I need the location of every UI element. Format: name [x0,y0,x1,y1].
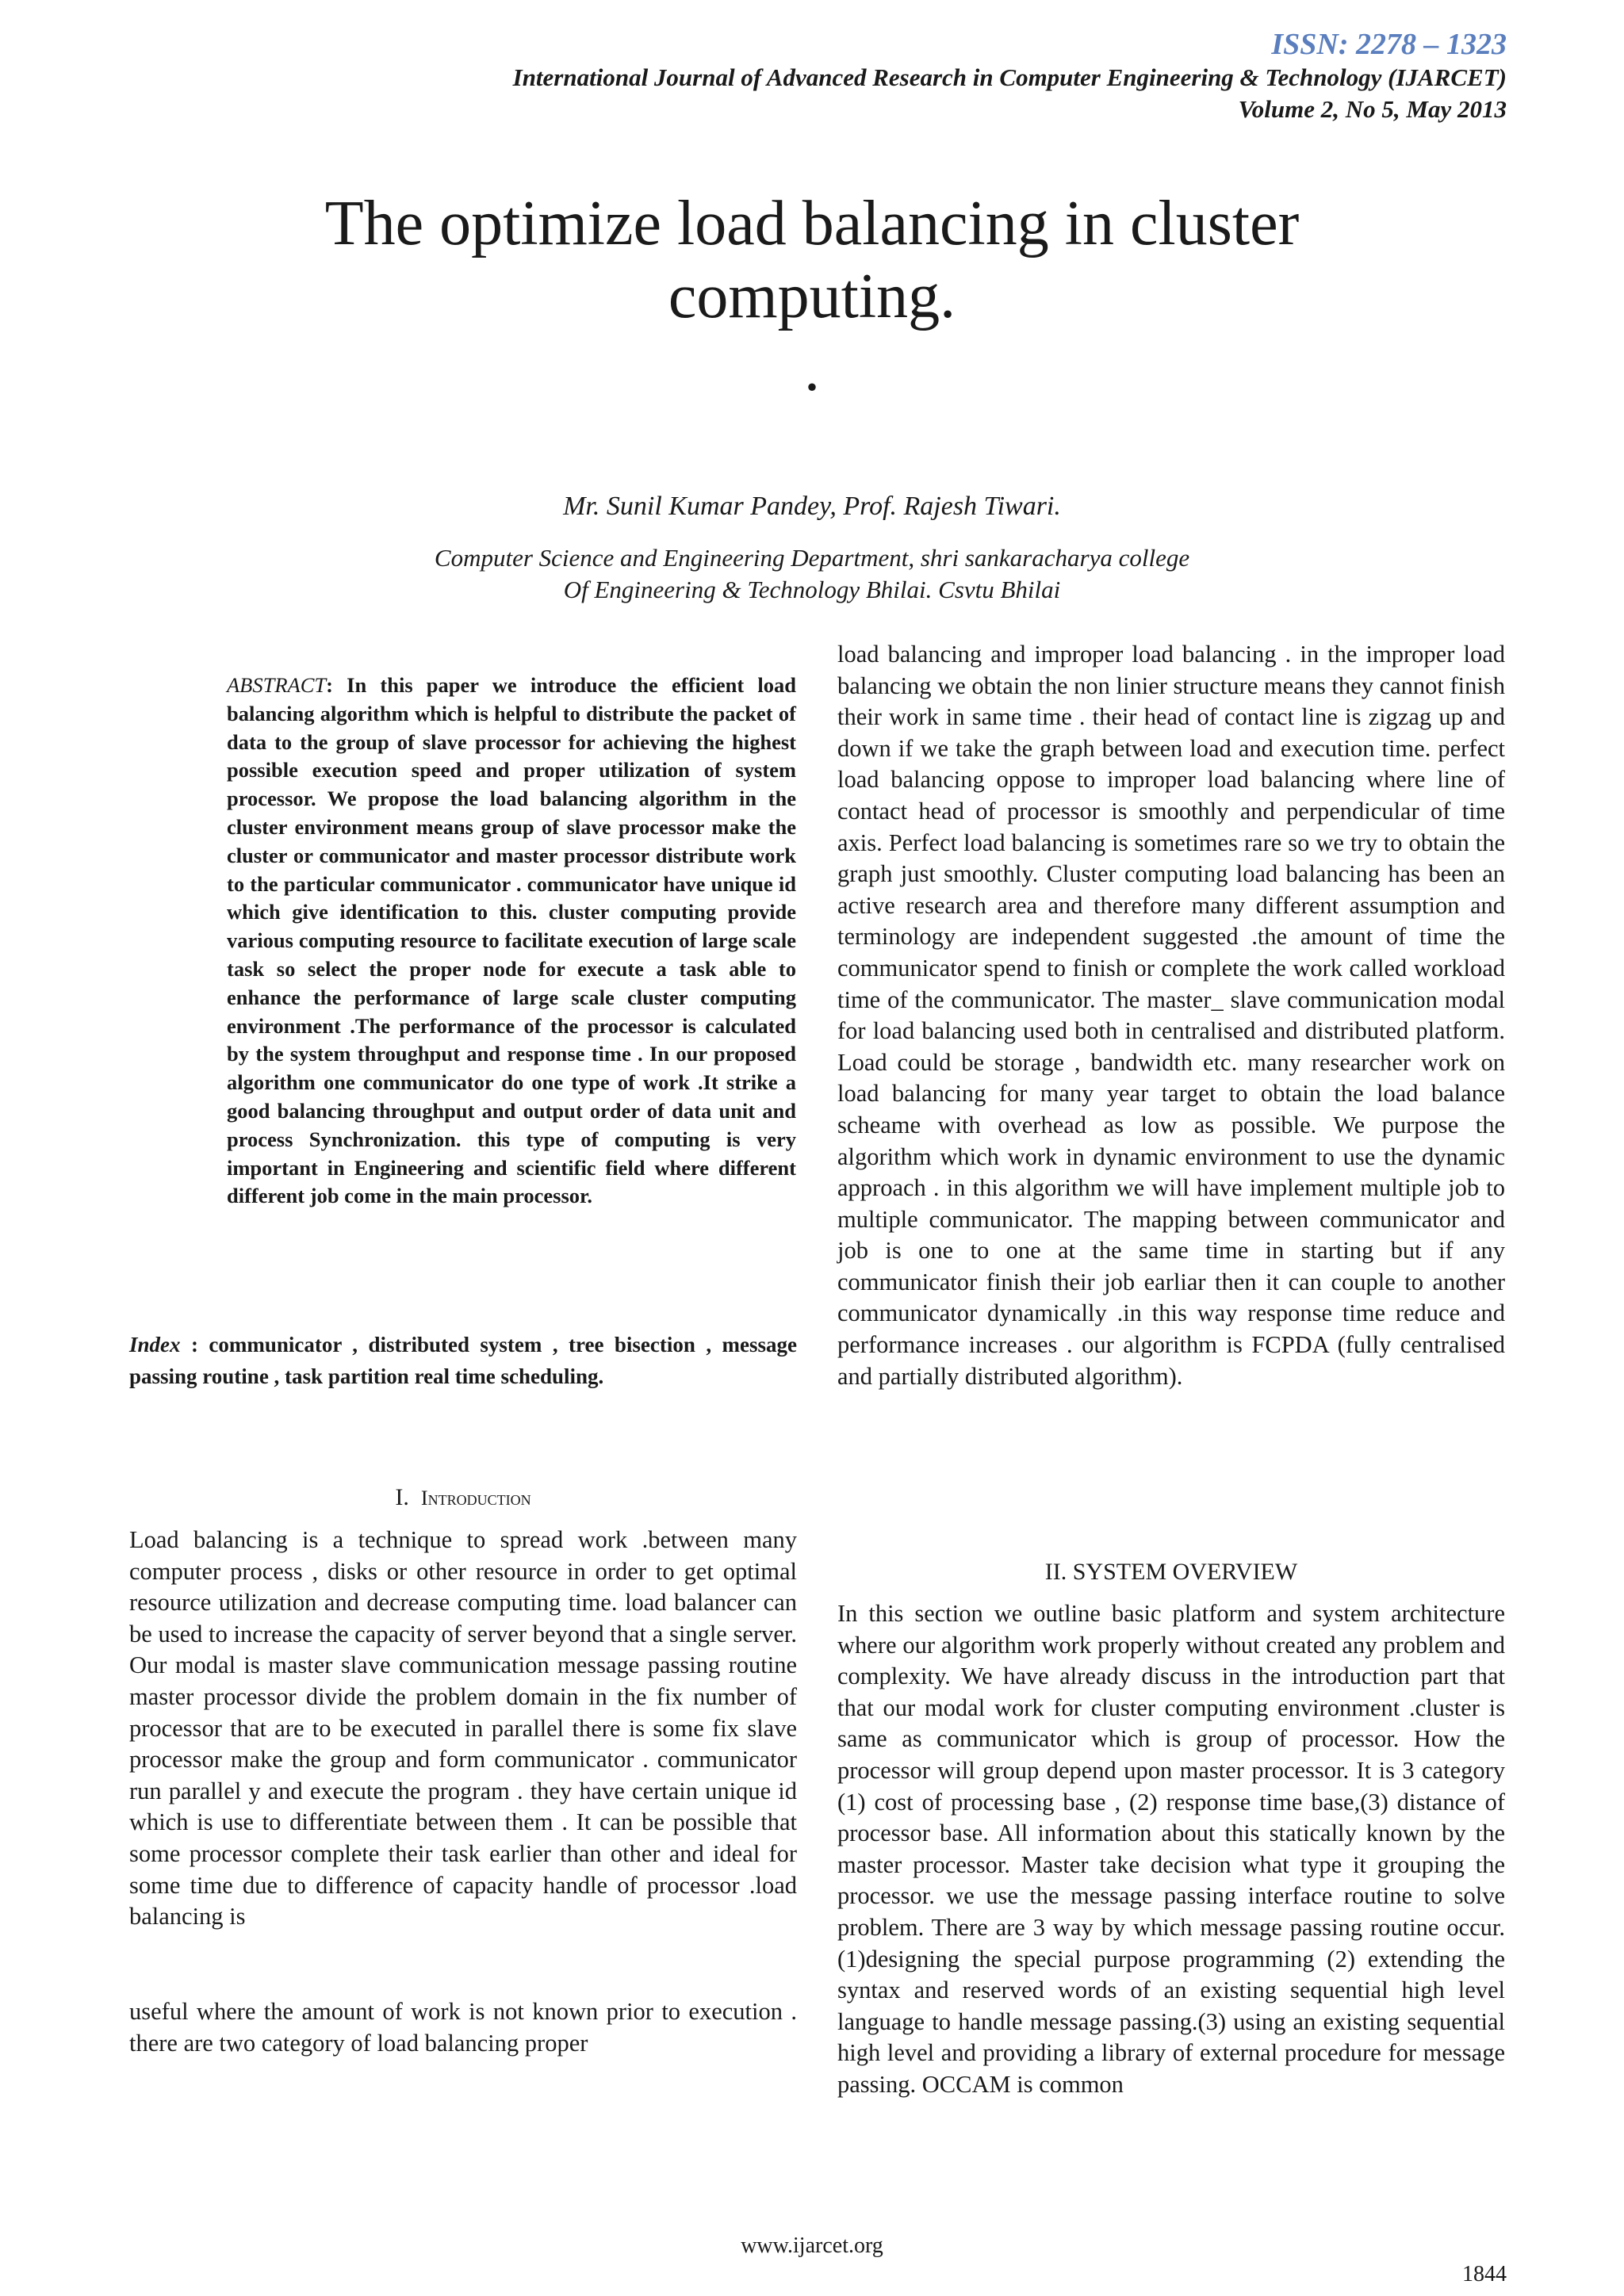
abstract [227,672,796,1211]
title-line-2: computing. [668,262,956,331]
section1-number: I. [395,1484,409,1510]
intro-text-2: useful where the amount of work is not known prior to execution . there are two category of load balancing proper [129,1998,797,2057]
abstract-text: : In this paper we introduce the efficient load balancing algorithm which is helpful to distribute the packet of data to the group of slave processor for achieving the highest possible execution speed and proper utilization of system processor. We propose the load balancing algorithm in the cluster environment means group of slave processor make the cluster or communicator and master processor distribute work to the particular communicator . communicator have unique id which give identification to this. cluster computing provide various computing resource to facilitate execution of large scale task so select the proper node for execute a task able to enhance the performance of large scale cluster computing environment .The performance of the processor is calculated by the system throughput and response time . In our proposed algorithm one communicator do one type of work .It strike a good balancing throughput and output order of data unit and process Synchronization. this type of computing is very important in Engineering and scientific field where different different job come in the main processor. [227,673,796,1208]
affiliation-line-2: Of Engineering & Technology Bhilai. Csvtu Bhilai [563,576,1061,603]
page-number: 1844 [1462,2262,1507,2286]
volume-info: Volume 2, No 5, May 2013 [1238,95,1507,123]
right-text-1: load balancing and improper load balancing . in the improper load balancing we obtain the non linier structure means they cannot finish their work in same time . their head of contact line is zigzag up and down if we take the graph between load and execution time. perfect load balancing oppose to improper load balancing where line of contact head of processor is smoothly and perpendicular of time axis. Perfect load balancing is sometimes rare so we try to obtain the graph just smoothly. Cluster computing load balancing has been an active research area and therefore many different assumption and terminology are independent suggested .the amount of time the communicator spend to finish or complete the work called workload time of the communicator. The master_ slave communication modal for load balancing used both in centralised and distributed platform. Load could be storage , bandwidth etc. many researcher work on load balancing for many year target to obtain the load balance scheame with overhead as low as possible. We purpose the algorithm which work in dynamic environment to use the dynamic approach . in this algorithm we will have implement multiple job to multiple communicator. The mapping between communicator and job is one to one at the same time in starting but if any communicator finish their job earliar then it can couple to another communicator dynamically .in this way response time reduce and performance increases . our algorithm is FCPDA (fully centralised and partially distributed algorithm). [837,641,1505,1390]
section1-title: Introduction [420,1487,531,1510]
affiliation-line-1: Computer Science and Engineering Department, shri sankaracharya college [434,544,1190,572]
right-column-paragraph-2 [837,1598,1505,2101]
intro-text-1: Load balancing is a technique to spread work .between many computer process , disks or other resource in order to get optimal resource utilization and decrease computing time. load balancer can be used to increase the capacity of server beyond that a single server. Our modal is master slave communication message passing routine master processor divide the problem domain in the fix number of processor that are to be executed in parallel there is some fix slave processor make the group and form communicator . communicator run parallel y and execute the program . they have certain unique id which is use to differentiate between them . It can be possible that some processor complete their task earlier than other and ideal for some time due to difference of capacity handle of processor .load balancing is [129,1526,797,1931]
authors: Mr. Sunil Kumar Pandey, Prof. Rajesh Tiwari. [563,492,1061,521]
abstract-label: ABSTRACT [227,673,327,697]
intro-paragraph-2 [129,1996,797,2059]
right-column-paragraph-1 [837,639,1505,1392]
affiliation [0,542,1624,606]
index-terms [129,1329,797,1392]
paper-title [0,187,1624,406]
section-heading-system-overview: II. SYSTEM OVERVIEW [1044,1559,1298,1585]
intro-paragraph-1 [129,1525,797,1933]
right-text-2: In this section we outline basic platform and system architecture where our algorithm work properly without created any problem and complexity. We have already discuss in the introduction part that that our modal work for cluster computing environment .cluster is same as communicator which is group of processor. How the processor will group depend upon master processor. It is 3 category (1) cost of processing base , (2) response time base,(3) distance of processor base. All information about this statically known by the master processor. Master take decision what type it grouping the processor. we use the message passing interface routine to solve problem. There are 3 way by which message passing routine occur. (1)designing the special purpose programming (2) extending the syntax and reserved words of an existing sequential high level language to handle message passing.(3) using an existing sequential high level and providing a library of external procedure for message passing. OCCAM is common [837,1600,1505,2098]
title-line-1: The optimize load balancing in cluster [324,189,1300,258]
index-text: : communicator , distributed system , tree bisection , message passing routine , task partition real time scheduling. [129,1333,797,1388]
footer-url: www.ijarcet.org [741,2233,883,2258]
index-label: Index [129,1333,181,1357]
issn-header: ISSN: 2278 – 1323 [1271,28,1507,61]
section-heading-introduction [129,1484,797,1511]
title-dot: . [804,335,820,404]
journal-name: International Journal of Advanced Research in Computer Engineering & Technology (IJARCET) [512,63,1507,91]
